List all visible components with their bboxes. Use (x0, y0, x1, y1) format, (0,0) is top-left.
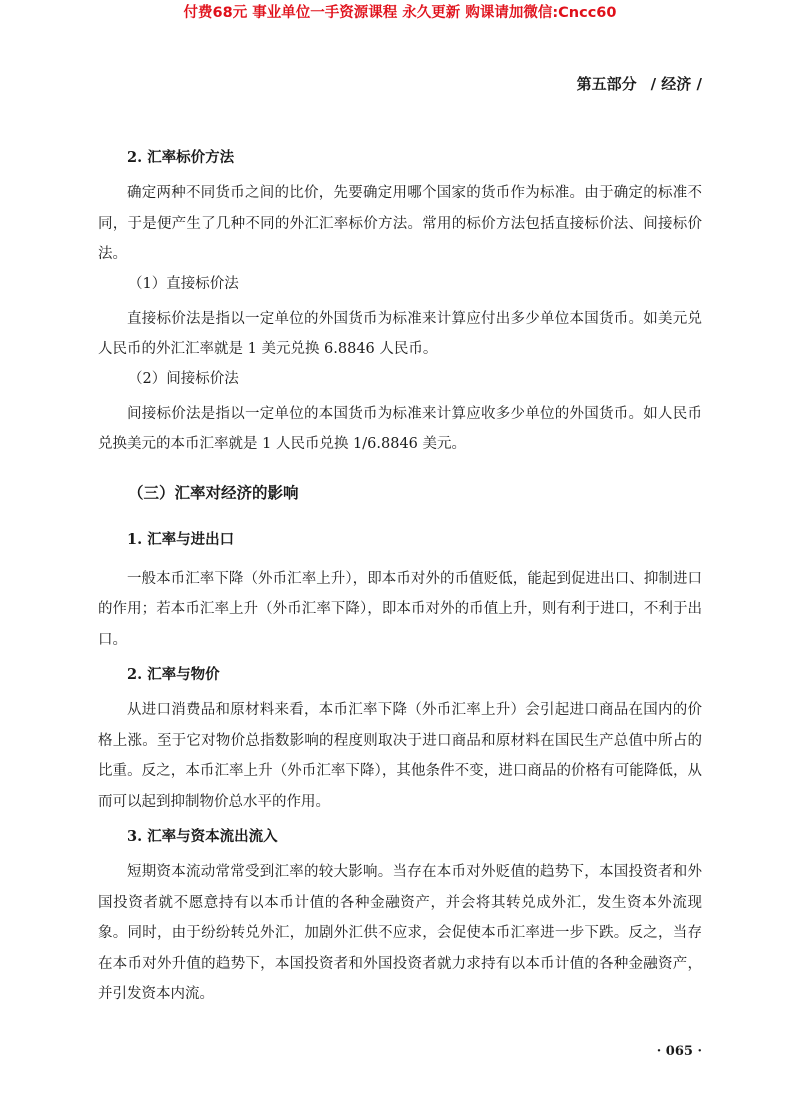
running-head (577, 73, 702, 95)
paragraph-quotation-intro: 确定两种不同货币之间的比价，先要确定用哪个国家的货币作为标准。由于确定的标准不同，于是便产生了几种不同的外汇汇率标价方法。常用的标价方法包括直接标价法、间接标价法。 (98, 185, 702, 262)
heading-direct-quotation: （1）直接标价法 (128, 275, 239, 292)
running-head-part: 第五部分 (576, 75, 637, 93)
heading-rate-and-trade: 1. 汇率与进出口 (127, 530, 235, 548)
paragraph-rate-and-capital-flows: 短期资本流动常常受到汇率的较大影响。当存在本币对外贬值的趋势下，本国投资者和外国投资者就不愿意持有以本币计值的各种金融资产，并会将其转兑成外汇，发生资本外流现象。同时，由于纷纷转兑外汇，加剧外汇供不应求，会促使本币汇率进一步下跌。反之，当存在本币对外升值的趋势下，本国投资者和外国投资者就力求持有以本币计值的各种金融资产，并引发资本内流。 (98, 864, 702, 1002)
heading-exchange-rate-quotation: 2. 汇率标价方法 (127, 149, 235, 166)
heading-indirect-quotation: （2）间接标价法 (128, 370, 239, 387)
paragraph-rate-and-prices: 从进口消费品和原材料来看，本币汇率下降（外币汇率上升）会引起进口商品在国内的价格上涨。至于它对物价总指数影响的程度则取决于进口商品和原材料在国民生产总值中所占的比重。反之，本币汇率上升（外币汇率下降），其他条件不变，进口商品的价格有可能降低，从而可以起到抑制物价总水平的作用。 (98, 702, 702, 810)
section-heading-economic-impact: （三）汇率对经济的影响 (128, 482, 299, 502)
promo-banner: 付费68元 事业单位一手资源课程 永久更新 购课请加微信:Cncc60 (183, 5, 617, 21)
page-number: · 065 · (656, 1044, 702, 1059)
page-body (98, 144, 702, 1010)
paragraph-rate-and-trade: 一般本币汇率下降（外币汇率上升），即本币对外的币值贬低，能起到促进出口、抑制进口的作用；若本币汇率上升（外币汇率下降），即本币对外的币值上升，则有利于进口，不利于出口。 (98, 570, 702, 648)
running-head-topic: / 经济 / (650, 75, 702, 93)
heading-rate-and-prices: 2. 汇率与物价 (127, 666, 220, 683)
heading-rate-and-capital-flows: 3. 汇率与资本流出流入 (127, 828, 278, 845)
paragraph-direct-quotation: 直接标价法是指以一定单位的外国货币为标准来计算应付出多少单位本国货币。如美元兑人民币的外汇汇率就是 1 美元兑换 6.8846 人民币。 (98, 310, 702, 357)
paragraph-indirect-quotation: 间接标价法是指以一定单位的本国货币为标准来计算应收多少单位的外国货币。如人民币兑换美元的本币汇率就是 1 人民币兑换 1/6.8846 美元。 (98, 405, 702, 452)
